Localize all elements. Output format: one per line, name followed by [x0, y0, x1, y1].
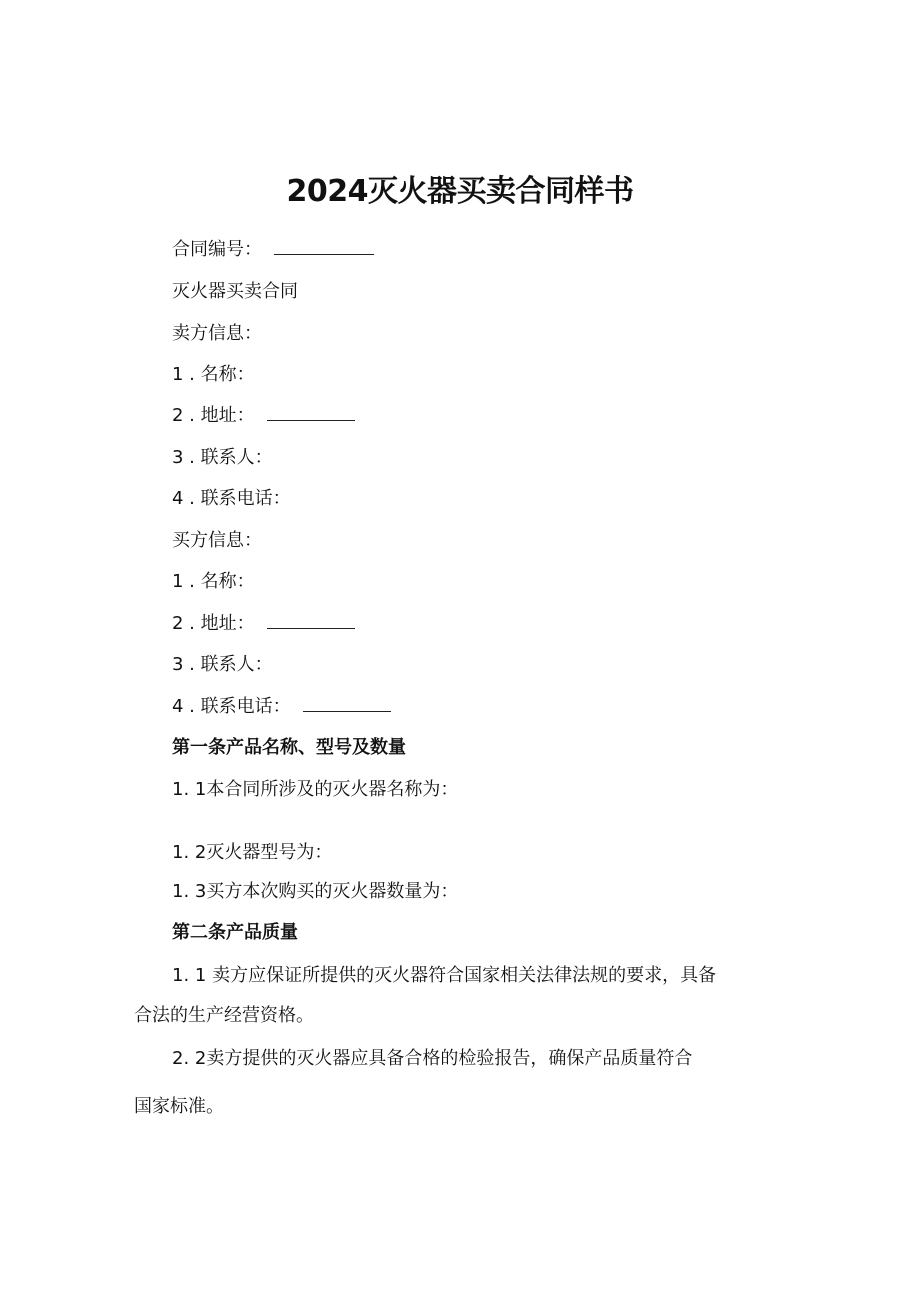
seller-name: 1 . 名称：	[172, 364, 255, 385]
seller-contact: 3 . 联系人：	[172, 447, 273, 468]
article-1-heading: 第一条产品名称、型号及数量	[172, 737, 406, 758]
buyer-contact: 3 . 联系人：	[172, 654, 273, 675]
clause-1-2: 1. 2灭火器型号为：	[172, 842, 333, 863]
buyer-address-blank[interactable]	[267, 612, 355, 629]
clause-2-2-line2: 国家标准。	[134, 1096, 224, 1117]
buyer-phone-label: 4 . 联系电话：	[172, 696, 291, 717]
seller-address-label: 2 . 地址：	[172, 405, 255, 426]
buyer-name: 1 . 名称：	[172, 571, 255, 592]
seller-address-blank[interactable]	[267, 404, 355, 421]
contract-name: 灭火器买卖合同	[172, 281, 298, 302]
contract-number-row	[172, 236, 374, 264]
buyer-address-label: 2 . 地址：	[172, 613, 255, 634]
contract-number-label: 合同编号：	[172, 239, 262, 260]
clause-2-1-line2: 合法的生产经营资格。	[134, 1005, 314, 1026]
buyer-heading: 买方信息：	[172, 530, 262, 551]
clause-2-1-line1: 1. 1 卖方应保证所提供的灭火器符合国家相关法律法规的要求，具备	[172, 965, 717, 986]
clause-2-2-line1: 2. 2卖方提供的灭火器应具备合格的检验报告，确保产品质量符合	[172, 1048, 693, 1069]
buyer-phone-blank[interactable]	[303, 695, 391, 712]
buyer-phone-row	[172, 693, 391, 721]
article-2-heading: 第二条产品质量	[172, 922, 298, 943]
seller-address-row	[172, 402, 355, 430]
document-title: 2024灭火器买卖合同样书	[286, 174, 634, 209]
clause-1-1: 1. 1本合同所涉及的灭火器名称为：	[172, 779, 459, 800]
seller-heading: 卖方信息：	[172, 323, 262, 344]
clause-1-3: 1. 3买方本次购买的灭火器数量为：	[172, 881, 459, 902]
seller-phone: 4 . 联系电话：	[172, 488, 291, 509]
buyer-address-row	[172, 610, 355, 638]
contract-number-blank[interactable]	[274, 238, 374, 255]
